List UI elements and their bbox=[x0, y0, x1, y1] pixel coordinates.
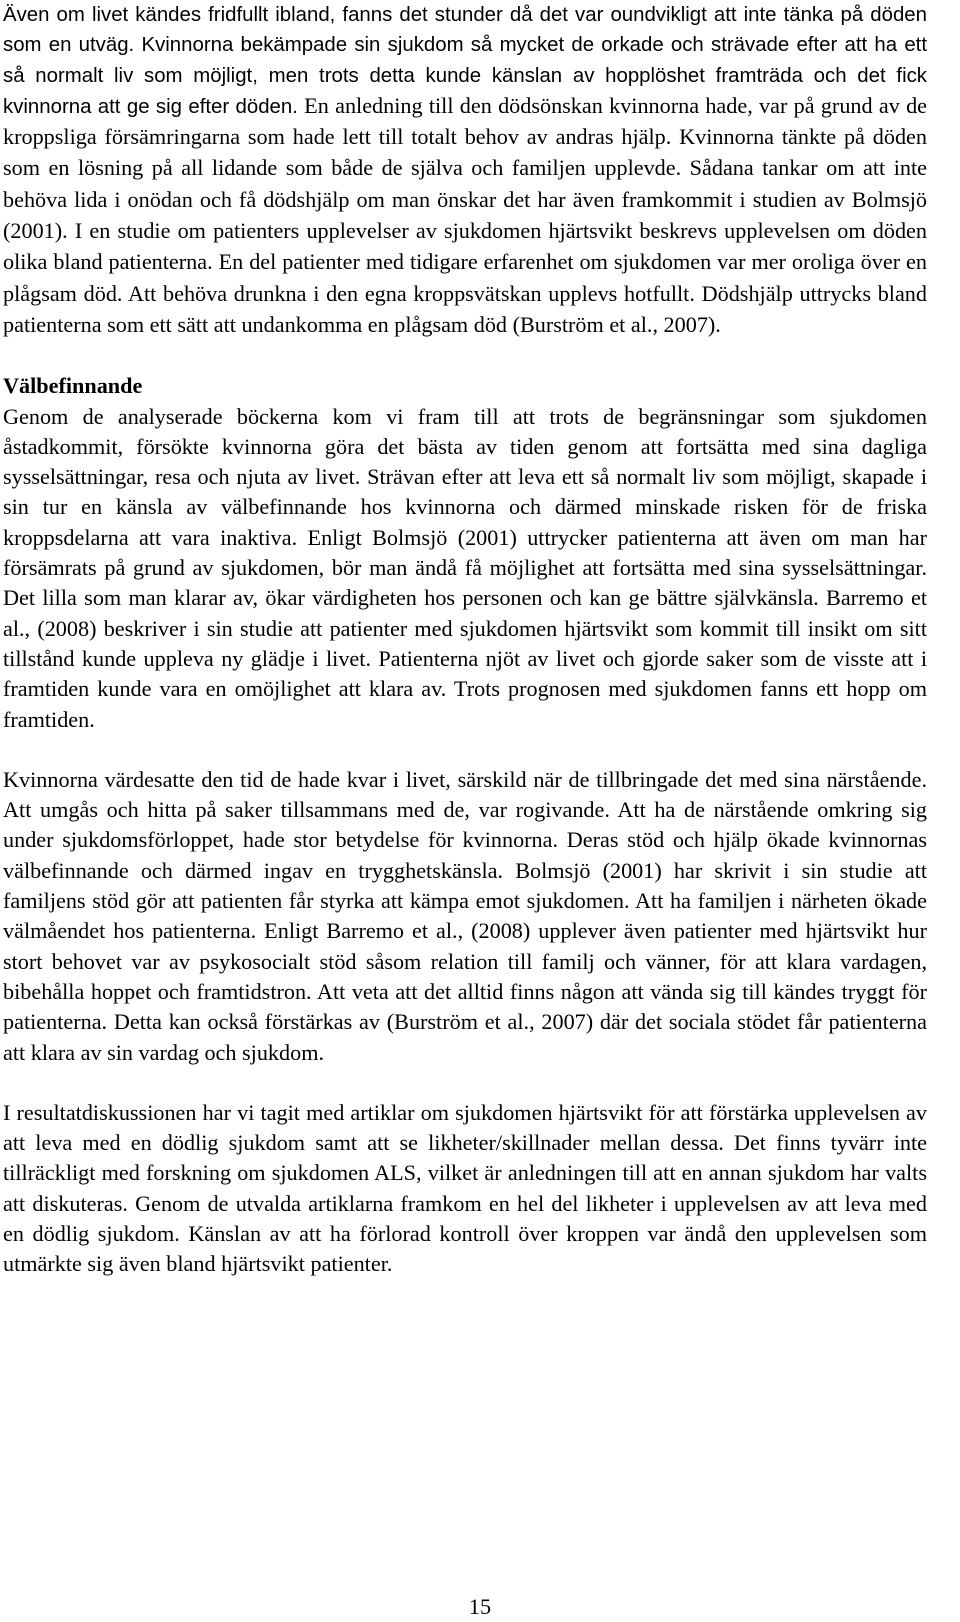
page-number: 15 bbox=[468, 1594, 492, 1619]
paragraph-family-support: Kvinnorna värdesatte den tid de hade kvar i livet, särskild när de tillbringade det med sina närstående. Att umgås och hitta på saker tillsammans med de, var rogivande. Att ha de närstående omkring sig under sjukdomsförloppet, hade stor betydelse för kvinnorna. Deras stöd och hjälp ökade kvinnornas välbefinnande och därmed ingav en trygghetskänsla. Bolmsjö (2001) har skrivit i sin studie att familjens stöd gör att patienten får styrka att kämpa emot sjukdomen. Att ha familjen i närheten ökade välmåendet hos patienterna. Enligt Barremo et al., (2008) upplever även patienter med hjärtsvikt hur stort behovet var av psykosocialt stöd såsom relation till familj och vänner, för att klara vardagen, bibehålla hoppet och framtidstron. Att veta att det alltid finns någon att vända sig till kändes tryggt för patienterna. Detta kan också förstärkas av (Burström et al., 2007) där det sociala stödet får patienterna att klara av sin vardag och sjukdom. bbox=[3, 766, 927, 1065]
section-heading-valbefinnande: Välbefinnande bbox=[3, 373, 143, 399]
paragraph-1-sans-text: Även om livet kändes fridfullt ibland, fanns det stunder då det var oundvikligt att inte tänka på döden som en utväg. Kvinnorna bekämpade sin sjukdom så mycket de orkade och strävade efter att ha ett så normalt liv som möjligt, men trots detta kunde känslan av hopplöshet framträda och det fick kvinnorna att ge sig efter döden. bbox=[3, 4, 927, 118]
paragraph-wellbeing: Genom de analyserade böckerna kom vi fram till att trots de begränsningar som sjukdomen åstadkommit, försökte kvinnorna göra det bästa av tiden genom att fortsätta med sina dagliga sysselsättningar, resa och njuta av livet. Strävan efter att leva ett så normalt liv som möjligt, skapade i sin tur en känsla av välbefinnande hos kvinnorna och därmed minskade risken för de friska kroppsdelarna att vara inaktiva. Enligt Bolmsjö (2001) uttrycker patienterna att även om man har försämrats på grund av sjukdomen, bör man ändå få möjlighet att fortsätta med sina sysselsättningar. Det lilla som man klarar av, ökar värdigheten hos personen och kan ge bättre självkänsla. Barremo et al., (2008) beskriver i sin studie att patienter med sjukdomen hjärtsvikt som kommit till insikt om sitt tillstånd kunde uppleva ny glädje i livet. Patienterna njöt av livet och gjorde saker som de visste att i framtiden kunde vara en omöjlighet att klara av. Trots prognosen med sjukdomen fanns ett hopp om framtiden. bbox=[3, 403, 927, 732]
paragraph-result-discussion: I resultatdiskussionen har vi tagit med artiklar om sjukdomen hjärtsvikt för att förstärka upplevelsen av att leva med en dödlig sjukdom samt att se likheter/skillnader mellan dessa. Det finns tyvärr inte tillräckligt med forskning om sjukdomen ALS, vilket är anledningen till att en annan sjukdom har valts att diskuteras. Genom de utvalda artiklarna framkom en hel del likheter i upplevelsen av att leva med en dödlig sjukdom. Känslan av att ha förlorad kontroll över kroppen var ändå den upplevelsen som utmärkte sig även bland hjärtsvikt patienter. bbox=[3, 1099, 927, 1277]
paragraph-death-thoughts bbox=[3, 0, 927, 341]
document-page bbox=[3, 0, 927, 1280]
paragraph-1-serif-text: En anledning till den dödsönskan kvinnorna hade, var på grund av de kroppsliga försämringarna som hade lett till totalt behov av andras hjälp. Kvinnorna tänkte på döden som en lösning på all lidande som både de själva och familjen upplevde. Sådana tankar om att inte behöva lida i onödan och få dödshjälp om man önskar det har även framkommit i studien av Bolmsjö (2001). I en studie om patienters upplevelser av sjukdomen hjärtsvikt beskrevs upplevelsen om döden olika bland patienterna. En del patienter med tidigare erfarenhet om sjukdomen var mer oroliga över en plågsam död. Att behöva drunkna i den egna kroppsvätskan upplevs hotfullt. Dödshjälp uttrycks bland patienterna som ett sätt att undankomma en plågsam död (Burström et al., 2007). bbox=[3, 92, 928, 337]
